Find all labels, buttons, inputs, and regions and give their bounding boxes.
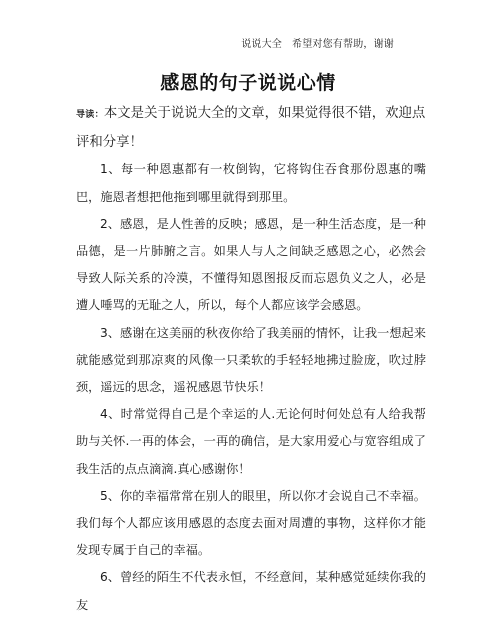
header-note: [241, 35, 394, 50]
header-site: 说说大全: [241, 39, 282, 50]
paragraph-1: 1、每一种恩惠都有一枚倒钩，它将钩住吞食那份恩惠的嘴巴，施恩者想把他拖到哪里就得到那里。: [76, 162, 426, 204]
paragraph-2: 2、感恩，是人性善的反映；感恩，是一种生活态度，是一种品德，是一片肺腑之言。如果人与人之间缺乏感恩之心，必然会导致人际关系的冷漠，不懂得知恩图报反而忘恩负义之人，必是遭人唾骂的无耻之人，所以，每个人都应该学会感恩。: [76, 216, 426, 313]
paragraph-4: 4、时常觉得自己是个幸运的人.无论何时何处总有人给我帮助与关怀.一再的体会，一再的确信，是大家用爱心与宽容组成了我生活的点点滴滴.真心感谢你！: [76, 407, 426, 476]
document-body: [76, 100, 426, 619]
paragraph-3: 3、感谢在这美丽的秋夜你给了我美丽的情怀，让我一想起来就能感觉到那凉爽的风像一只柔软的手轻轻地拂过脸庞，吹过脖颈，遥远的思念，遥祝感恩节快乐！: [76, 325, 426, 395]
header-message: 希望对您有帮助，谢谢: [292, 39, 394, 50]
paragraph-5: 5、你的幸福常常在别人的眼里，所以你才会说自己不幸福。我们每个人都应该用感恩的态度去面对周遭的事物，这样你才能发现专属于自己的幸福。: [76, 488, 426, 558]
intro-label: 导读：: [76, 110, 104, 120]
intro-paragraph: [76, 100, 426, 156]
document-title: 感恩的句子说说心情: [160, 72, 336, 94]
intro-text: 本文是关于说说大全的文章，如果觉得很不错，欢迎点评和分享！: [76, 106, 426, 151]
paragraph-6: 6、曾经的陌生不代表永恒，不经意间，某种感觉延续你我的友: [76, 570, 426, 612]
